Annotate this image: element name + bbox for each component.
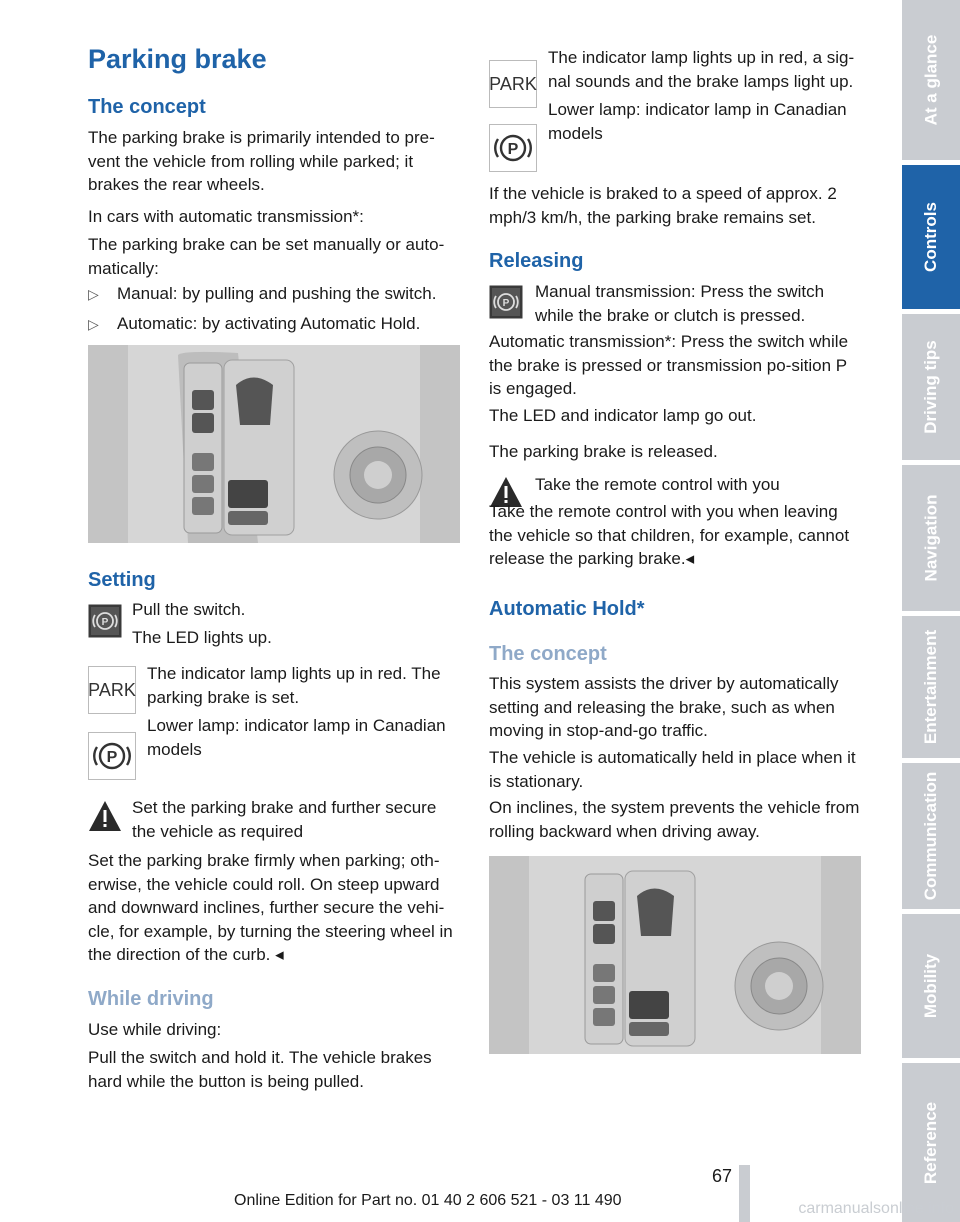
tab-label: Navigation [921,494,940,582]
canadian-brake-lamp-icon [489,124,537,172]
auto-trans-text: In cars with automatic transmission*: [88,207,364,226]
page-number: 67 [712,1166,733,1186]
tab-at-a-glance[interactable] [902,0,960,160]
canadian-brake-lamp-icon [88,732,136,780]
auto-release-text: Automatic transmission*: Press the switch while the brake is pressed or transmission po-sition P is engaged. [489,332,849,398]
incline-text: On inclines, the system prevents the vehicle from rolling backward when driving away. [489,798,860,841]
park-label: PARK [88,679,136,700]
bullet-icon: ▷ [88,316,99,332]
page-title: Parking brake [88,44,267,74]
parking-brake-switch-icon [489,285,523,319]
led-text: The LED lights up. [132,628,272,647]
bullet-item: Manual: by pulling and pushing the switch. [117,284,437,303]
speed-text: If the vehicle is braked to a speed of approx. 2 mph/3 km/h, the parking brake remains set. [489,184,837,227]
concept-text: The parking brake is primarily intended to pre-vent the vehicle from rolling while parked; it brakes the rear wheels. [88,128,435,194]
parking-brake-switch-icon [88,604,122,638]
concept-heading: The concept [88,96,206,118]
warning-body: Take the remote control with you when leaving the vehicle so that children, for example, cannot release the parking brake.◂ [489,502,850,568]
hold-concept-heading: The concept [489,643,607,665]
park-indicator-icon [88,666,136,714]
automatic-hold-heading: Automatic Hold* [489,598,645,620]
warning-title: Take the remote control with you [535,475,780,494]
tab-navigation[interactable] [902,465,960,611]
tab-communication[interactable] [902,763,960,909]
park-label: PARK [489,73,537,94]
tab-label: Driving tips [921,340,941,434]
held-text: The vehicle is automatically held in place when it is stationary. [489,748,856,791]
park-indicator-icon [489,60,537,108]
lower-lamp-text: Lower lamp: indicator lamp in Canadian models [147,716,446,759]
tab-label: Mobility [921,953,940,1019]
manual-release-text: Manual transmission: Press the switch while the brake or clutch is pressed. [535,282,825,325]
warning-title: Set the parking brake and further secure the vehicle as required [132,798,437,841]
svg-text:P: P [101,617,109,628]
page-number-bar [739,1165,750,1222]
park-text: The indicator lamp lights up in red, a sig-nal sounds and the brake lamps light up. [548,48,855,91]
svg-text:P: P [502,298,510,309]
led-out-text: The LED and indicator lamp go out. [489,406,757,425]
tab-entertainment[interactable] [902,616,960,758]
bullet-item: Automatic: by activating Automatic Hold. [117,314,421,333]
tab-label: Controls [921,202,941,272]
pull-text: Pull the switch. [132,600,246,619]
tab-driving-tips[interactable] [902,314,960,460]
releasing-heading: Releasing [489,250,584,272]
while-driving-heading: While driving [88,988,214,1010]
tab-label: Entertainment [921,629,941,745]
warning-icon [88,800,122,832]
park-text: The indicator lamp lights up in red. The parking brake is set. [147,664,441,707]
chapter-tabs [902,0,960,1222]
tab-mobility[interactable] [902,914,960,1058]
tab-label: Reference [921,1101,940,1184]
setting-heading: Setting [88,569,156,591]
watermark: carmanualsonline.info [798,1200,954,1217]
bullet-icon: ▷ [88,286,99,302]
hold-text: Pull the switch and hold it. The vehicle brakes hard while the button is being pulled. [88,1048,432,1091]
console-photo [88,345,460,543]
tab-label: At a glance [921,34,941,126]
assist-text: This system assists the driver by automatically setting and releasing the brake, such as when moving in stop-and-go traffic. [489,674,839,740]
tab-label: Communication [921,771,941,901]
tab-controls[interactable] [902,165,960,309]
use-text: Use while driving: [88,1020,222,1039]
released-text: The parking brake is released. [489,442,718,461]
manual-auto-text: The parking brake can be set manually or auto-matically: [88,235,445,278]
console-photo [489,856,861,1054]
lower-lamp-text: Lower lamp: indicator lamp in Canadian models [548,100,847,143]
edition-footer: Online Edition for Part no. 01 40 2 606 521 - 03 11 490 [234,1192,622,1209]
warning-body: Set the parking brake firmly when parking; oth-erwise, the vehicle could roll. On steep upward and downward inclines, further secure the vehi-cle, for example, by turning the steering wheel in the direction of the curb. ◂ [88,851,453,964]
tab-reference[interactable] [902,1063,960,1222]
svg-text:P: P [507,141,519,158]
svg-text:P: P [106,749,118,766]
